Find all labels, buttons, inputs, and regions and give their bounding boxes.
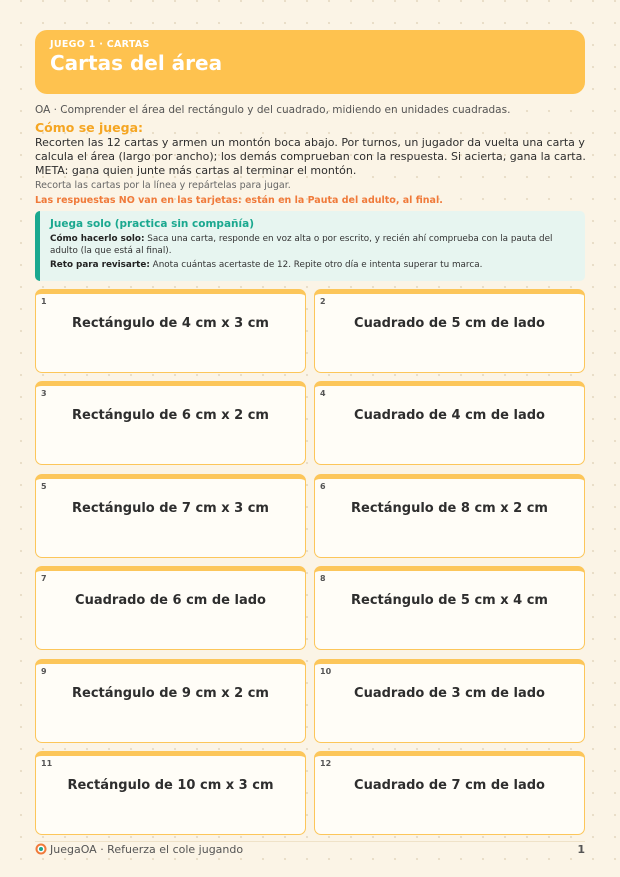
card-3 — [35, 381, 306, 465]
card-question: Rectángulo de 5 cm x 4 cm — [351, 593, 548, 608]
card-12 — [314, 751, 585, 835]
solo-title: Juega solo (practica sin compañía) — [50, 218, 254, 230]
card-4 — [314, 381, 585, 465]
card-number: 6 — [320, 482, 326, 491]
card-number: 10 — [320, 667, 332, 676]
card-number: 11 — [41, 759, 53, 768]
card-number: 2 — [320, 297, 326, 306]
answers-warning: Las respuestas NO van en las tarjetas: están en la Pauta del adulto, al final. — [35, 195, 443, 206]
card-number: 12 — [320, 759, 332, 768]
card-question: Cuadrado de 7 cm de lado — [354, 778, 545, 793]
card-number: 7 — [41, 574, 47, 583]
learning-objective: OA · Comprender el área del rectángulo y del cuadrado, midiendo en unidades cuadradas. — [35, 104, 511, 116]
solo-how — [50, 233, 575, 257]
card-9 — [35, 659, 306, 743]
page-header — [35, 30, 585, 94]
card-question: Cuadrado de 3 cm de lado — [354, 686, 545, 701]
card-number: 9 — [41, 667, 47, 676]
card-number: 1 — [41, 297, 47, 306]
card-2 — [314, 289, 585, 373]
footer-brand: JuegaOA · Refuerza el cole jugando — [50, 843, 244, 856]
card-7 — [35, 566, 306, 650]
solo-how-text: Saca una carta, responde en voz alta o por escrito, y recién ahí comprueba con la pauta del adulto (la que está al final). — [50, 234, 553, 256]
card-number: 5 — [41, 482, 47, 491]
card-question: Rectángulo de 9 cm x 2 cm — [72, 686, 269, 701]
card-question: Cuadrado de 5 cm de lado — [354, 316, 545, 331]
card-10 — [314, 659, 585, 743]
page-title: Cartas del área — [50, 51, 223, 75]
footer-divider — [35, 841, 585, 842]
page-number: 1 — [577, 843, 585, 856]
card-question: Rectángulo de 6 cm x 2 cm — [72, 408, 269, 423]
card-5 — [35, 474, 306, 558]
card-question: Rectángulo de 7 cm x 3 cm — [72, 501, 269, 516]
card-question: Rectángulo de 4 cm x 3 cm — [72, 316, 269, 331]
solo-challenge — [50, 259, 575, 271]
card-question: Cuadrado de 4 cm de lado — [354, 408, 545, 423]
card-8 — [314, 566, 585, 650]
solo-challenge-label: Reto para revisarte: — [50, 260, 150, 270]
solo-how-label: Cómo hacerlo solo: — [50, 234, 145, 244]
target-icon — [35, 843, 47, 855]
card-question: Cuadrado de 6 cm de lado — [75, 593, 266, 608]
game-kicker: JUEGO 1 · CARTAS — [50, 39, 150, 50]
card-number: 8 — [320, 574, 326, 583]
card-1 — [35, 289, 306, 373]
cut-note: Recorta las cartas por la línea y repártelas para jugar. — [35, 180, 291, 191]
card-number: 3 — [41, 389, 47, 398]
card-question: Rectángulo de 10 cm x 3 cm — [67, 778, 274, 793]
card-6 — [314, 474, 585, 558]
card-11 — [35, 751, 306, 835]
solo-challenge-text: Anota cuántas acertaste de 12. Repite otro día e intenta superar tu marca. — [149, 260, 483, 270]
card-number: 4 — [320, 389, 326, 398]
how-to-play-heading: Cómo se juega: — [35, 120, 144, 135]
card-question: Rectángulo de 8 cm x 2 cm — [351, 501, 548, 516]
solo-play-box — [35, 211, 585, 281]
game-rules: Recorten las 12 cartas y armen un montón boca abajo. Por turnos, un jugador da vuelta una carta y calcula el área (largo por ancho); los demás comprueban con la respuesta. Si acierta, gana la carta. META: gana quien junte más cartas al terminar el montón. — [35, 136, 586, 177]
